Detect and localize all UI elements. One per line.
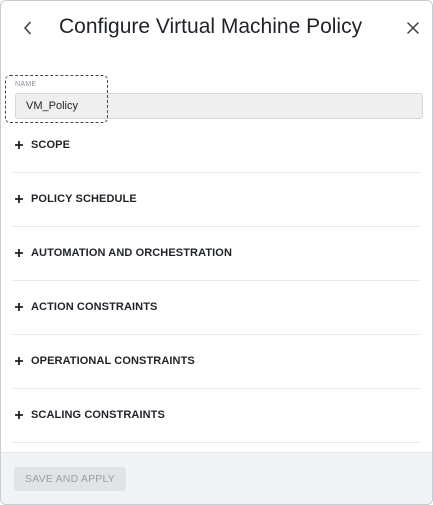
policy-sections [1,119,432,443]
section-label: AUTOMATION AND ORCHESTRATION [31,247,232,259]
dialog-header [1,1,432,57]
chevron-left-icon [23,21,33,35]
dialog-title: Configure Virtual Machine Policy [59,15,363,38]
section-label: OPERATIONAL CONSTRAINTS [31,355,195,367]
dialog-footer [1,452,432,504]
plus-icon [13,301,25,313]
section-label: ACTION CONSTRAINTS [31,301,158,313]
plus-icon [13,247,25,259]
section-scaling-constraints[interactable] [13,389,420,443]
plus-icon [13,139,25,151]
section-automation-orchestration[interactable] [13,227,420,281]
save-and-apply-button[interactable]: SAVE AND APPLY [14,467,126,491]
close-icon [406,21,420,35]
section-scope[interactable] [13,119,420,173]
section-action-constraints[interactable] [13,281,420,335]
close-button[interactable] [402,17,424,39]
section-label: SCALING CONSTRAINTS [31,409,165,421]
plus-icon [13,355,25,367]
plus-icon [13,409,25,421]
section-label: POLICY SCHEDULE [31,193,137,205]
section-policy-schedule[interactable] [13,173,420,227]
back-button[interactable] [19,17,37,39]
plus-icon [13,193,25,205]
section-label: SCOPE [31,139,71,151]
name-field-label: NAME [15,81,37,88]
section-operational-constraints[interactable] [13,335,420,389]
